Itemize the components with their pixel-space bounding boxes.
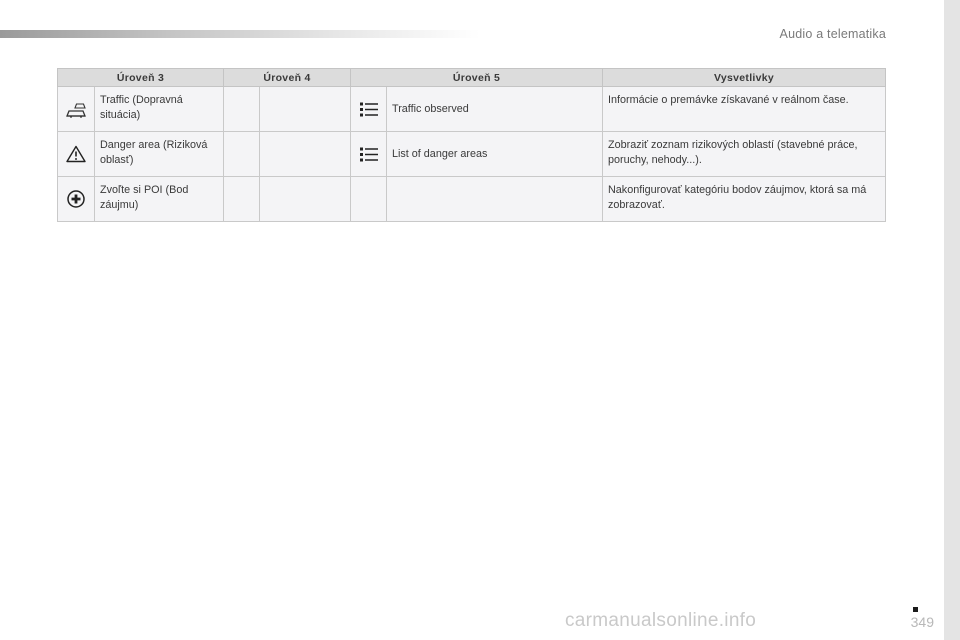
level5-label: Traffic observed — [387, 87, 603, 132]
page-edge-stripe — [944, 0, 960, 640]
menu-levels-table — [57, 68, 886, 222]
column-header-level4: Úroveň 4 — [224, 69, 351, 87]
page-marker-dot — [913, 607, 918, 612]
level5-label: List of danger areas — [387, 132, 603, 177]
watermark: carmanualsonline.info — [565, 610, 757, 631]
table-row — [58, 87, 886, 132]
column-header-level5: Úroveň 5 — [351, 69, 603, 87]
level5-label — [387, 177, 603, 222]
level3-icon-cell — [58, 132, 95, 177]
list-icon — [360, 102, 378, 117]
section-title: Audio a telematika — [779, 27, 886, 41]
column-header-level3: Úroveň 3 — [58, 69, 224, 87]
level3-icon-cell — [58, 177, 95, 222]
table-row — [58, 132, 886, 177]
level4-icon-cell — [224, 177, 260, 222]
page-number: 349 — [910, 614, 934, 630]
level4-label — [260, 87, 351, 132]
level4-label — [260, 132, 351, 177]
explanation-cell: Informácie o premávke získavané v reálnom čase. — [603, 87, 886, 132]
level4-icon-cell — [224, 132, 260, 177]
column-header-explanation: Vysvetlivky — [603, 69, 886, 87]
level5-icon-cell — [351, 87, 387, 132]
traffic-icon — [66, 100, 86, 118]
table-row — [58, 177, 886, 222]
level4-label — [260, 177, 351, 222]
header-gradient-bar — [0, 30, 480, 38]
explanation-cell: Nakonfigurovať kategóriu bodov záujmov, ktorá sa má zobrazovať. — [603, 177, 886, 222]
poi-plus-icon — [67, 190, 85, 208]
explanation-cell: Zobraziť zoznam rizikových oblastí (stavebné práce, poruchy, nehody...). — [603, 132, 886, 177]
level5-icon-cell — [351, 132, 387, 177]
table-header-row — [58, 69, 886, 87]
warning-triangle-icon — [66, 145, 86, 163]
level3-label: Traffic (Dopravná situácia) — [95, 87, 224, 132]
list-icon — [360, 147, 378, 162]
level3-label: Zvoľte si POI (Bod záujmu) — [95, 177, 224, 222]
level3-icon-cell — [58, 87, 95, 132]
level4-icon-cell — [224, 87, 260, 132]
level3-label: Danger area (Riziková oblasť) — [95, 132, 224, 177]
level5-icon-cell — [351, 177, 387, 222]
